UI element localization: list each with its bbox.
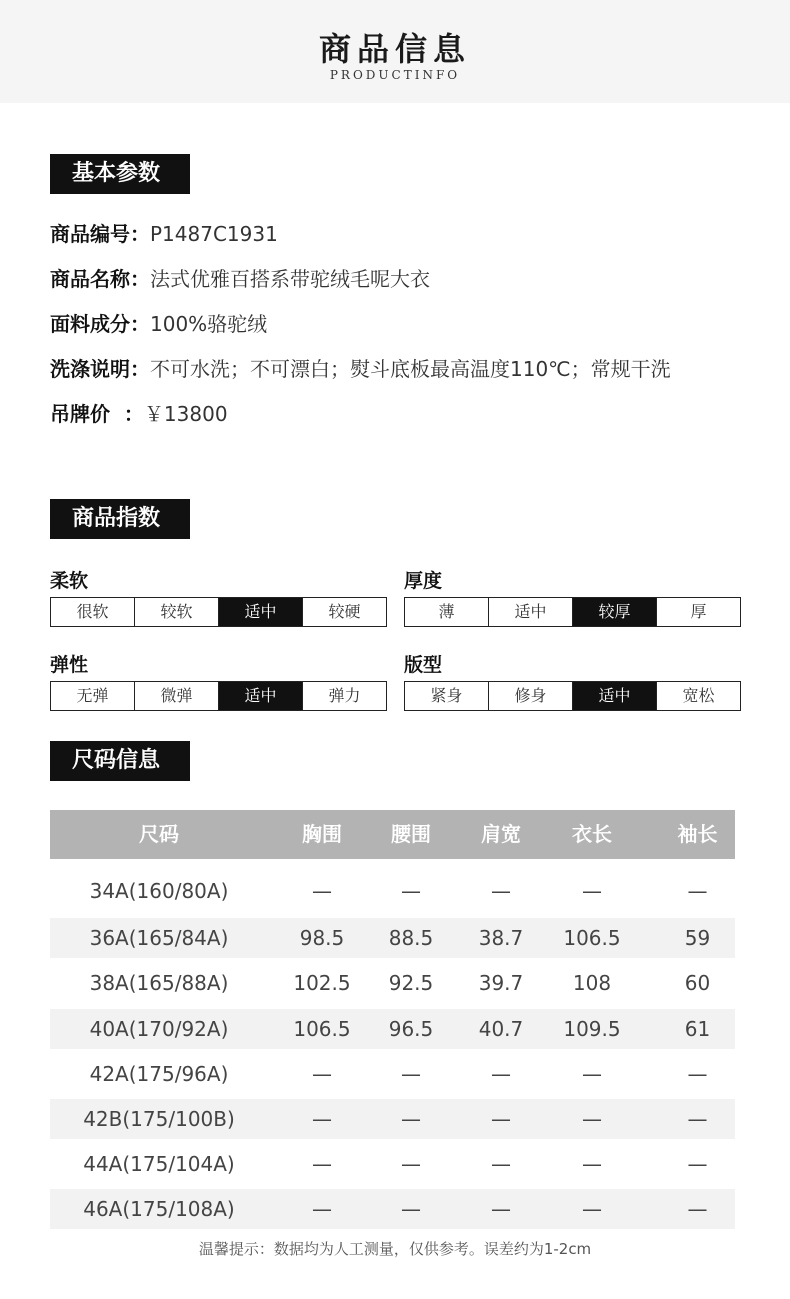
table-cell: — xyxy=(687,1062,708,1086)
param-row-material xyxy=(50,311,267,337)
table-cell: — xyxy=(401,1152,421,1176)
table-cell: 36A(165/84A) xyxy=(89,926,229,950)
table-cell: 96.5 xyxy=(388,1017,434,1041)
param-key: 商品名称： xyxy=(50,267,150,291)
table-row xyxy=(50,1054,735,1094)
scale-option: 宽松 xyxy=(682,686,715,705)
table-cell: — xyxy=(582,1062,602,1086)
table-row xyxy=(50,963,735,1003)
column-header: 胸围 xyxy=(302,822,342,846)
size-table-header xyxy=(50,810,735,859)
table-cell: 61 xyxy=(684,1017,711,1041)
table-cell: — xyxy=(491,1107,511,1131)
size-footnote: 温馨提示：数据均为人工测量，仅供参考。误差约为1-2cm xyxy=(198,1240,592,1258)
param-value: P1487C1931 xyxy=(150,222,278,246)
table-cell: 98.5 xyxy=(299,926,345,950)
table-cell: 40.7 xyxy=(478,1017,524,1041)
table-cell: 39.7 xyxy=(478,971,524,995)
table-cell: — xyxy=(582,1197,602,1221)
scale-option: 无弹 xyxy=(51,682,135,710)
column-header: 衣长 xyxy=(572,822,612,846)
index-title-elasticity: 弹性 xyxy=(50,654,89,676)
scale-option: 很软 xyxy=(51,598,135,626)
table-cell: — xyxy=(491,879,511,903)
scale-option: 紧身 xyxy=(405,682,489,710)
table-cell: 46A(175/108A) xyxy=(83,1197,235,1221)
table-row xyxy=(50,1189,735,1229)
table-cell: — xyxy=(312,1197,332,1221)
scale-option: 修身 xyxy=(489,682,573,710)
param-key: 洗涤说明： xyxy=(50,357,150,381)
table-cell: — xyxy=(491,1197,511,1221)
table-cell: — xyxy=(401,1062,421,1086)
table-cell: — xyxy=(582,1107,602,1131)
table-cell: 38.7 xyxy=(478,926,524,950)
table-cell: 59 xyxy=(684,926,711,950)
scale-option: 薄 xyxy=(405,598,489,626)
table-cell: — xyxy=(491,1062,511,1086)
index-title-softness: 柔软 xyxy=(50,570,89,592)
scale-option: 适中 xyxy=(573,682,657,710)
page-subtitle: PRODUCTINFO xyxy=(329,68,461,82)
table-cell: 44A(175/104A) xyxy=(83,1152,235,1176)
scale-fit xyxy=(404,681,741,711)
param-key: 吊牌价 ： xyxy=(50,402,144,426)
section-label-size: 尺码信息 xyxy=(50,741,190,781)
scale-option: 弹力 xyxy=(328,686,361,705)
table-cell: 42B(175/100B) xyxy=(83,1107,235,1131)
param-row-name xyxy=(50,266,430,292)
scale-thickness xyxy=(404,597,741,627)
table-cell: — xyxy=(401,1197,421,1221)
scale-option: 较硬 xyxy=(328,602,361,621)
param-key: 商品编号： xyxy=(50,222,150,246)
table-cell: 108 xyxy=(572,971,612,995)
index-title-thickness: 厚度 xyxy=(404,570,443,592)
table-row xyxy=(50,918,735,958)
scale-elasticity xyxy=(50,681,387,711)
table-cell: — xyxy=(582,1152,602,1176)
table-cell: — xyxy=(687,1152,708,1176)
scale-option: 较软 xyxy=(135,598,219,626)
page-header xyxy=(0,0,790,103)
scale-option: 微弹 xyxy=(135,682,219,710)
param-value: 不可水洗；不可漂白；熨斗底板最高温度110℃；常规干洗 xyxy=(150,357,671,381)
table-cell: 38A(165/88A) xyxy=(89,971,229,995)
column-header: 腰围 xyxy=(391,822,431,846)
scale-softness xyxy=(50,597,387,627)
table-cell: 109.5 xyxy=(563,1017,621,1041)
table-row xyxy=(50,1009,735,1049)
column-header: 袖长 xyxy=(677,822,718,846)
table-cell: 106.5 xyxy=(293,1017,351,1041)
column-header: 尺码 xyxy=(139,822,179,846)
table-cell: 60 xyxy=(684,971,711,995)
table-cell: — xyxy=(312,1107,332,1131)
section-label-basic: 基本参数 xyxy=(50,154,190,194)
param-value: ￥13800 xyxy=(143,402,228,426)
param-row-price xyxy=(50,401,228,427)
scale-option: 适中 xyxy=(219,682,303,710)
table-cell: 106.5 xyxy=(563,926,621,950)
param-value: 法式优雅百搭系带驼绒毛呢大衣 xyxy=(150,267,430,291)
table-cell: — xyxy=(312,1062,332,1086)
page-title: 商品信息 xyxy=(318,30,471,68)
table-cell: — xyxy=(582,879,602,903)
table-cell: — xyxy=(687,879,708,903)
scale-option: 较厚 xyxy=(573,598,657,626)
table-cell: — xyxy=(312,1152,332,1176)
param-row-code xyxy=(50,221,278,247)
table-cell: 40A(170/92A) xyxy=(89,1017,229,1041)
table-cell: — xyxy=(401,879,421,903)
param-key: 面料成分： xyxy=(50,312,150,336)
table-cell: 92.5 xyxy=(388,971,434,995)
column-header: 肩宽 xyxy=(481,822,521,846)
param-row-washing xyxy=(50,356,671,382)
param-value: 100%骆驼绒 xyxy=(150,312,268,336)
table-row xyxy=(50,871,735,911)
table-cell: — xyxy=(401,1107,421,1131)
table-cell: — xyxy=(491,1152,511,1176)
table-cell: 42A(175/96A) xyxy=(89,1062,229,1086)
index-title-fit: 版型 xyxy=(404,654,443,676)
section-label-index: 商品指数 xyxy=(50,499,190,539)
table-row xyxy=(50,1144,735,1184)
table-cell: — xyxy=(687,1197,708,1221)
table-cell: — xyxy=(312,879,332,903)
table-cell: 102.5 xyxy=(293,971,351,995)
table-cell: — xyxy=(687,1107,708,1131)
scale-option: 适中 xyxy=(489,598,573,626)
scale-option: 厚 xyxy=(690,602,707,621)
table-cell: 88.5 xyxy=(388,926,434,950)
table-cell: 34A(160/80A) xyxy=(89,879,229,903)
table-row xyxy=(50,1099,735,1139)
scale-option: 适中 xyxy=(219,598,303,626)
